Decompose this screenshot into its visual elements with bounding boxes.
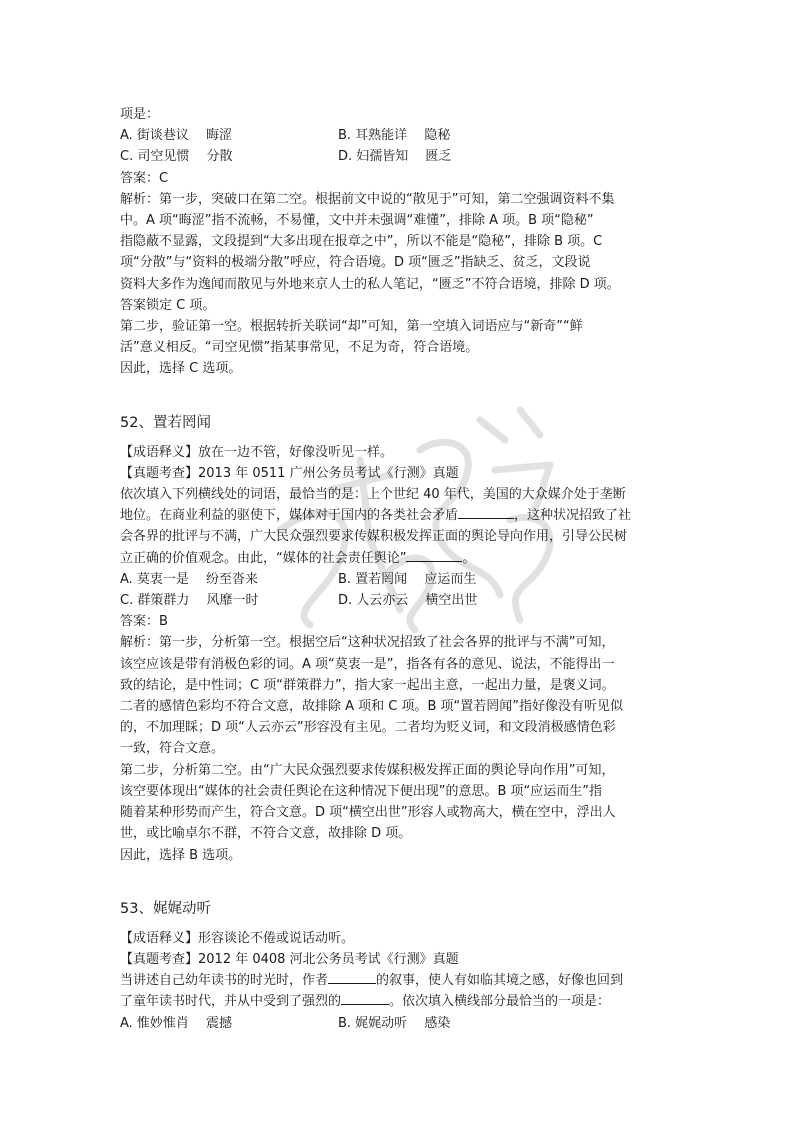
document-body (120, 104, 682, 1034)
analysis-line: 一致，符合文意。 (120, 741, 225, 757)
question-text: 当讲述自己幼年读书的时光时，作者 (120, 973, 329, 989)
fill-blank (328, 970, 376, 984)
analysis-line: 第二步，分析第二空。由“广大民众强烈要求传媒积极发挥正面的舆论导向作用”可知， (120, 762, 615, 778)
question-line (120, 970, 682, 991)
fill-blank (458, 505, 514, 519)
question-line (120, 991, 682, 1012)
question-text: 的叙事，使人有如临其境之感，好像也回到 (376, 973, 624, 989)
option-b: B. 娓娓动听 感染 (338, 1015, 451, 1031)
options-row-2 (120, 590, 682, 611)
analysis-line: 因此，选择 B 选项。 (120, 847, 242, 863)
analysis-line: 世，或比喻卓尔不群，不符合文意，故排除 D 项。 (120, 826, 412, 842)
question-text: 了童年读书时代，并从中受到了强烈的 (120, 994, 342, 1010)
option-a: A. 惟妙惟肖 震撼 (120, 1015, 233, 1031)
answer: 答案：B (120, 614, 168, 630)
options-row-2 (120, 146, 682, 167)
option-a: A. 莫衷一是 纷至沓来 (120, 571, 259, 587)
options-row-1 (120, 569, 682, 590)
question-text: 地位。在商业利益的驱使下，媒体对于国内的各类社会矛盾 (120, 508, 459, 524)
analysis-line: 指隐蔽不显露，文段提到“大多出现在报章之中”，所以不能是“隐秘”，排除 B 项。C (120, 234, 603, 250)
question-line (120, 505, 682, 526)
question-tail: 项是： (120, 107, 160, 122)
analysis-line: 二者的感情色彩均不符合文意，故排除 A 项和 C 项。B 项“置若罔闻”指好像没有听见似 (120, 699, 624, 715)
section-spacer (120, 380, 682, 406)
section-heading-52: 52、置若罔闻 (120, 414, 211, 431)
answer: 答案：C (120, 170, 169, 186)
question-text: 。依次填入横线部分最恰当的一项是： (389, 994, 611, 1010)
options-row-1 (120, 125, 682, 146)
analysis-line: 解析：第一步，突破口在第二空。根据前文中说的“散见于”可知，第二空强调资料不集 (120, 191, 615, 207)
section-spacer (120, 866, 682, 892)
analysis-line: 答案锁定 C 项。 (120, 297, 216, 313)
options-row-1 (120, 1013, 682, 1034)
idiom-meaning: 【成语释义】形容谈论不倦或说话动听。 (120, 930, 355, 946)
exam-source: 【真题考查】2013 年 0511 广州公务员考试《行测》真题 (120, 465, 459, 481)
option-b: B. 置若罔闻 应运而生 (338, 571, 477, 587)
analysis-line: 因此，选择 C 选项。 (120, 361, 242, 377)
option-d: D. 人云亦云 横空出世 (338, 593, 478, 609)
analysis-line: 的，不加理睬；D 项“人云亦云”形容没有主见。二者均为贬义词，和文段消极感情色彩 (120, 720, 616, 736)
fill-blank (406, 548, 462, 562)
analysis-line: 随着某种形势而产生，符合文意。D 项“横空出世”形容人或物高大，横在空中，浮出人 (120, 805, 616, 821)
analysis-line: 致的结论，是中性词；C 项“群策群力”，指大家一起出主意，一起出力量，是褒义词。 (120, 677, 615, 693)
analysis-line: 资料大多作为逸闻而散见与外地来京人士的私人笔记，“匮乏”不符合语境，排除 D 项。 (120, 276, 620, 292)
analysis-line: 项“分散”与“资料的极端分散”呼应，符合语境。D 项“匮乏”指缺乏、贫乏，文段说 (120, 255, 591, 271)
option-c: C. 群策群力 风靡一时 (120, 593, 259, 609)
fill-blank (341, 991, 389, 1005)
analysis-line: 中。A 项“晦涩”指不流畅，不易懂，文中并未强调“难懂”，排除 A 项。B 项“隐秘” (120, 213, 594, 229)
analysis-line: 活”意义相反。“司空见惯”指某事常见，不足为奇，符合语境。 (120, 340, 479, 356)
question-line: 依次填入下列横线处的词语，最恰当的是：上个世纪 40 年代，美国的大众媒介处于垄断 (120, 487, 626, 503)
question-text: 立正确的价值观念。由此，“媒体的社会责任舆论” (120, 550, 407, 566)
option-c: C. 司空见惯 分散 (120, 149, 233, 165)
question-text: 。 (462, 550, 476, 566)
analysis-line: 该空应该是带有消极色彩的词。A 项“莫衷一是”，指各有各的意见、说法，不能得出一 (120, 656, 615, 672)
analysis-line: 该空要体现出“媒体的社会责任舆论在这种情况下便出现”的意思。B 项“应运而生”指 (120, 783, 602, 799)
idiom-meaning: 【成语释义】放在一边不管，好像没听见一样。 (120, 444, 394, 460)
question-line (120, 548, 682, 569)
analysis-line: 第二步，验证第一空。根据转折关联词“却”可知，第一空填入词语应与“新奇”“鲜 (120, 319, 583, 335)
exam-source: 【真题考查】2012 年 0408 河北公务员考试《行测》真题 (120, 951, 459, 967)
option-b: B. 耳熟能详 隐秘 (338, 128, 451, 144)
analysis-line: 解析：第一步，分析第一空。根据空后“这种状况招致了社会各界的批评与不满”可知， (120, 635, 615, 651)
question-line: 会各界的批评与不满，广大民众强烈要求传媒积极发挥正面的舆论导向作用，引导公民树 (120, 529, 628, 545)
option-a: A. 街谈巷议 晦涩 (120, 128, 233, 144)
section-heading-53: 53、娓娓动听 (120, 900, 211, 917)
question-text: ，这种状况招致了社 (514, 508, 632, 524)
option-d: D. 妇孺皆知 匮乏 (338, 149, 452, 165)
